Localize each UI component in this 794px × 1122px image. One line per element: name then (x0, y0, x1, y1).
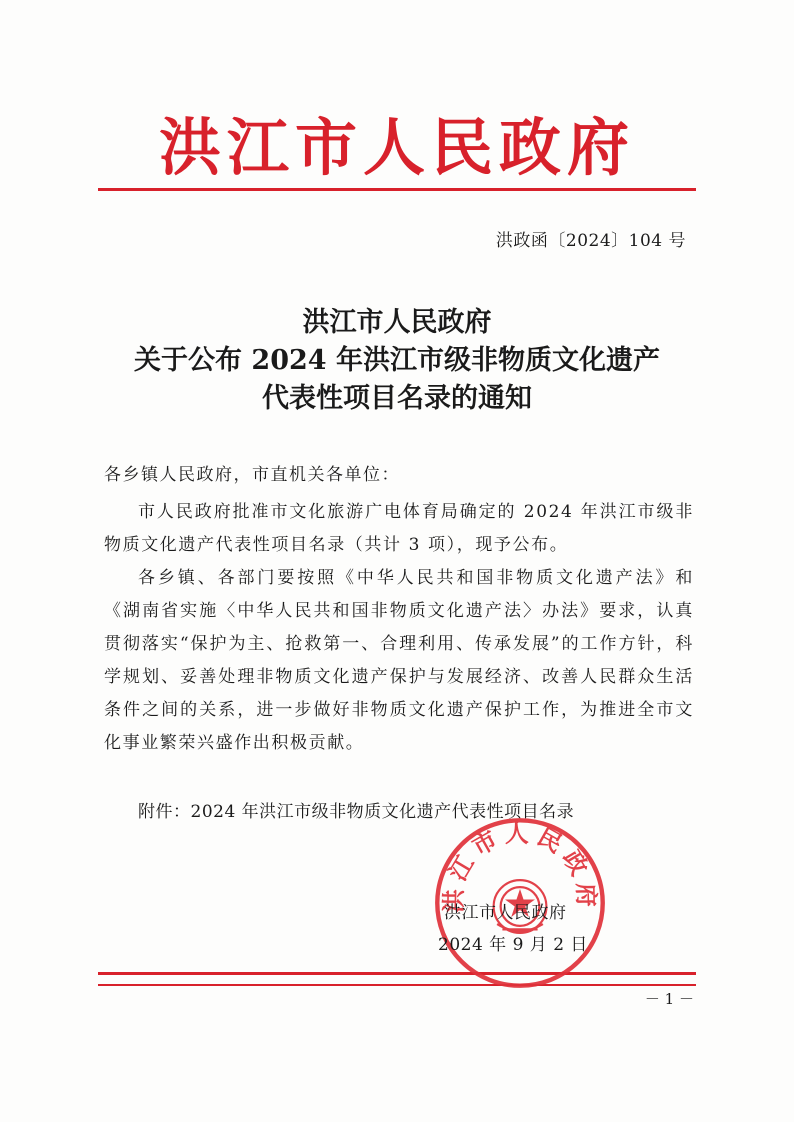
body-paragraph-1: 市人民政府批准市文化旅游广电体育局确定的 2024 年洪江市级非物质文化遗产代表性项目名录（共计 3 项），现予公布。 (104, 502, 694, 555)
title-line-2: 关于公布 2024 年洪江市级非物质文化遗产 (134, 345, 660, 376)
red-header-rule (98, 188, 696, 191)
body-text (104, 496, 694, 760)
title-line-1: 洪江市人民政府 (302, 307, 492, 338)
body-paragraph-2: 各乡镇、各部门要按照《中华人民共和国非物质文化遗产法》和《湖南省实施〈中华人民共和国非物质文化遗产法〉办法》要求，认真贯彻落实“保护为主、抢救第一、合理利用、传承发展”的工作方针，科学规划、妥善处理非物质文化遗产保护与发展经济、改善人民群众生活条件之间的关系，进一步做好非物质文化遗产保护工作，为推进全市文化事业繁荣兴盛作出积极贡献。 (104, 568, 694, 753)
signing-date: 2024 年 9 月 2 日 (438, 935, 588, 955)
document-number: 洪政函〔2024〕104 号 (495, 231, 686, 251)
issuer-header-title: 洪江市人民政府 (158, 111, 635, 184)
addressee: 各乡镇人民政府，市直机关各单位： (104, 465, 400, 485)
attachment-note: 附件：2024 年洪江市级非物质文化遗产代表性项目名录 (138, 802, 575, 822)
page-number: － 1 － (644, 990, 694, 1008)
document-title (0, 304, 794, 418)
seal-text: 洪江市人民政府 (439, 819, 601, 914)
signer-name: 洪江市人民政府 (444, 903, 567, 923)
title-line-3: 代表性项目名录的通知 (262, 383, 532, 414)
